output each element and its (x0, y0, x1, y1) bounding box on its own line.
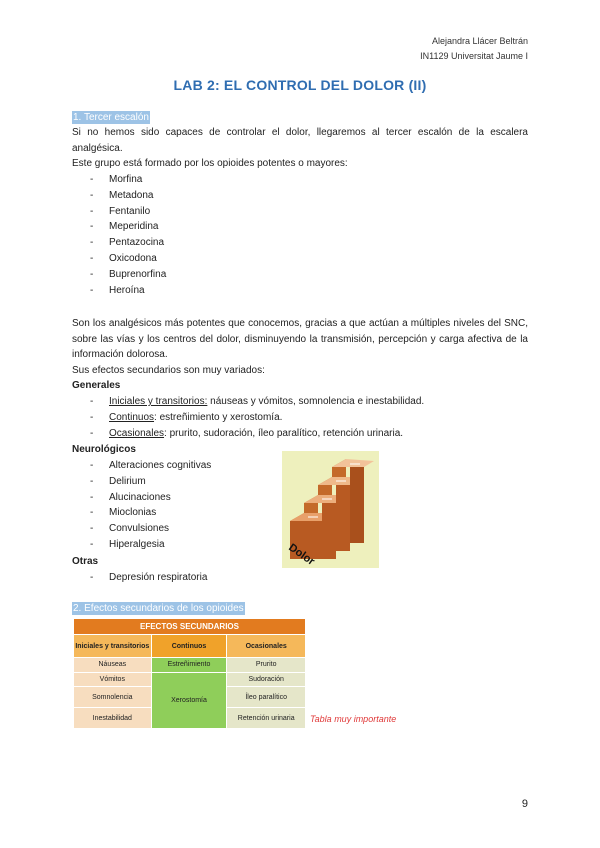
opioid-list (90, 172, 166, 298)
table-cell: Estreñimiento (151, 658, 227, 673)
table-header: Iniciales y transitorios (74, 635, 152, 658)
neuro-label: Neurológicos (72, 444, 136, 455)
list-item: - Fentanilo (90, 205, 151, 217)
page-number: 9 (521, 798, 528, 810)
section1-group-line: Este grupo está formado por los opioides potentes o mayores: (72, 158, 348, 169)
generales-list (90, 394, 424, 441)
section1-intro: Si no hemos sido capaces de controlar el dolor, llegaremos al tercer escalón de la escalera analgésica. (72, 127, 528, 154)
list-item: - Oxicodona (90, 252, 157, 264)
list-item: - Alucinaciones (90, 491, 171, 503)
table-cell: Íleo paralítico (227, 687, 306, 708)
header-course: IN1129 Universitat Jaume I (420, 51, 528, 61)
header-author: Alejandra Llácer Beltrán (431, 36, 528, 46)
table-cell: Prurito (227, 658, 306, 673)
image-label: Dolor (286, 541, 317, 568)
list-item: - Pentazocina (90, 237, 165, 249)
table-cell: Inestabilidad (74, 708, 152, 729)
list-item: - Hiperalgesia (90, 538, 165, 550)
table-cell: Somnolencia (74, 687, 152, 708)
list-item: - Alteraciones cognitivas (90, 460, 212, 471)
table-cell: Vómitos (74, 672, 152, 687)
neuro-list (90, 458, 211, 553)
otras-list (90, 570, 207, 586)
list-item: - Ocasionales: prurito, sudoración, íleo paralítico, retención urinaria. (90, 427, 404, 439)
analgesic-ladder-image (282, 451, 379, 568)
list-item: - Buprenorfina (90, 268, 167, 280)
table-cell: Retención urinaria (227, 708, 306, 729)
list-item: - Mioclonias (90, 507, 157, 519)
list-item: - Morfina (90, 174, 143, 185)
list-item: - Delirium (90, 475, 146, 487)
section2-heading: 2. Efectos secundarios de los opioides (73, 603, 244, 614)
generales-label: Generales (72, 380, 121, 391)
list-item: - Convulsiones (90, 523, 170, 535)
effects-line: Sus efectos secundarios son muy variados: (72, 365, 265, 376)
table-cell: Sudoración (227, 672, 306, 687)
section1-paragraph: Son los analgésicos más potentes que conocemos, gracias a que actúan a múltiples niveles del SNC, sobre las vías y los centros del dolor, disminuyendo la transmisión, percepción y carga afectiva de la información dolorosa. (72, 318, 528, 360)
table-cell: Náuseas (74, 658, 152, 673)
table-note: Tabla muy importante (310, 714, 397, 724)
table-title: EFECTOS SECUNDARIOS (74, 619, 306, 635)
list-item: - Heroína (90, 284, 145, 296)
list-item: - Meperidina (90, 221, 159, 233)
list-item: - Continuos: estreñimiento y xerostomía. (90, 411, 283, 423)
stairs-illustration (282, 451, 379, 568)
section1-heading: 1. Tercer escalón (73, 112, 149, 123)
list-item: - Metadona (90, 189, 154, 201)
otras-label: Otras (72, 556, 99, 567)
side-effects-table (73, 618, 306, 729)
list-item: - Iniciales y transitorios: náuseas y vómitos, somnolencia e inestabilidad. (90, 396, 425, 407)
list-item: - Depresión respiratoria (90, 572, 208, 583)
table-header: Ocasionales (227, 635, 306, 658)
table-header: Continuos (151, 635, 227, 658)
page-title: LAB 2: EL CONTROL DEL DOLOR (II) (173, 77, 427, 93)
table-cell: Xerostomía (151, 672, 227, 729)
